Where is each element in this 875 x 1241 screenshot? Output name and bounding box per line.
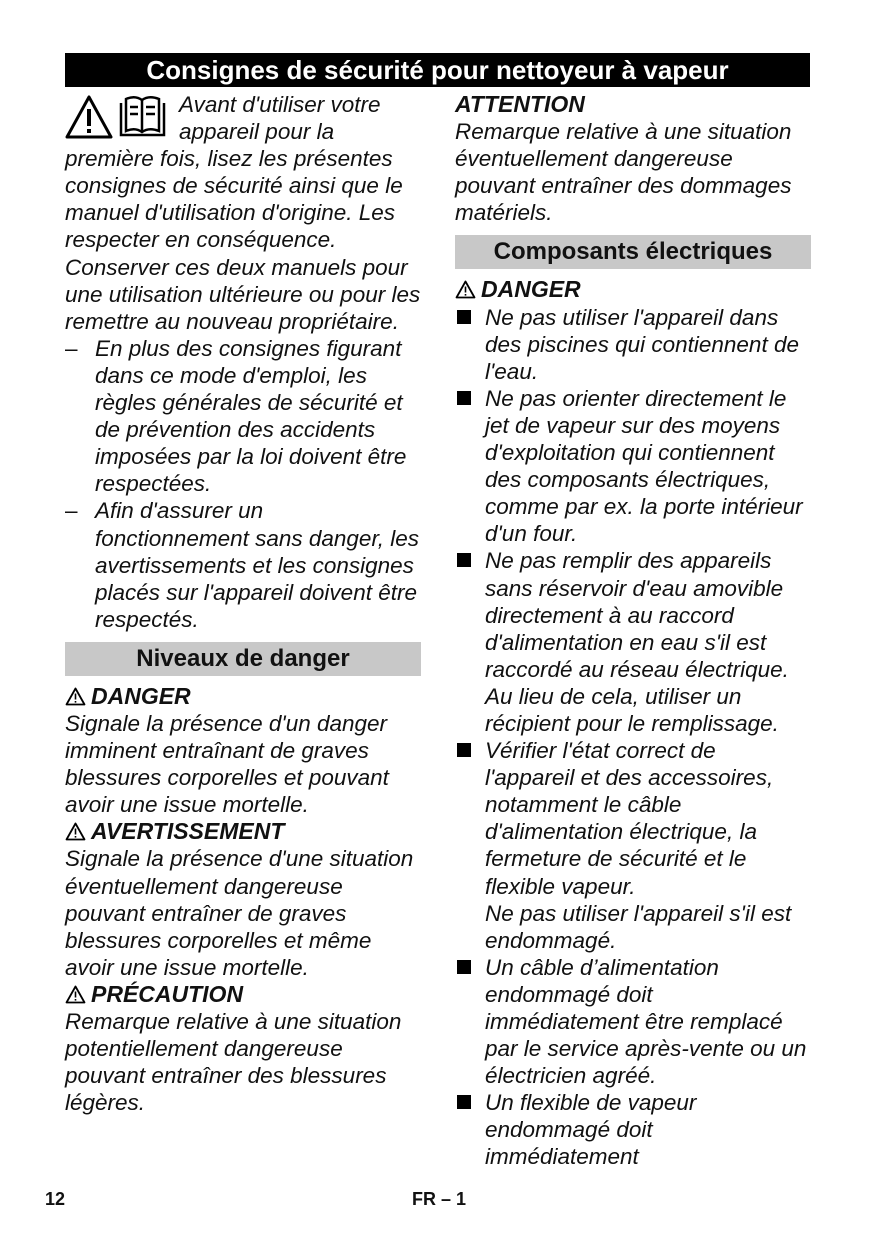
square-bullet-icon [457,310,471,324]
list-item-text: Vérifier l'état correct de l'appareil et des accessoires, notamment le câble d'alimentation électrique, la fermeture de sécurité et le flexible vapeur. [485,738,774,899]
level-title-text: DANGER [481,276,581,303]
list-item-text: Un flexible de vapeur endommagé doit immédiatement [485,1090,697,1170]
warning-triangle-icon [455,280,476,299]
list-item [455,954,811,1089]
electrical-danger-title [455,276,811,303]
level-title [65,683,421,710]
list-item [455,1089,811,1170]
square-bullet-icon [457,960,471,974]
list-item-text: En plus des consignes figurant dans ce mode d'emploi, les règles générales de sécurité et de prévention des accidents imposées par la loi doivent être respectées. [95,335,407,497]
danger-level-avertissement [65,818,421,981]
section-heading-electrical: Composants électriques [455,235,811,269]
list-item [455,547,811,737]
level-title-text: AVERTISSEMENT [91,818,285,845]
level-title [65,818,421,845]
list-item-note: Ne pas utiliser l'appareil s'il est endommagé. [485,900,792,953]
intro-block [65,91,421,335]
list-item [455,304,811,385]
warning-triangle-icon [65,822,86,841]
list-item [65,335,421,498]
level-title [65,981,421,1008]
list-item [455,737,811,954]
manual-book-icon [121,97,164,135]
section-heading-danger-levels: Niveaux de danger [65,642,421,676]
list-item-text: Un câble d’alimentation endommagé doit immédiatement être remplacé par le service après-vente ou un électricien agréé. [485,954,807,1089]
list-item-text: Ne pas remplir des appareils sans réservoir d'eau amovible directement à au raccord d'alimentation en eau s'il est raccordé au réseau électrique. Au lieu de cela, utiliser un récipient pour le remplissage. [485,548,789,736]
dash-symbol: – [65,335,78,361]
level-description: Signale la présence d'un danger imminent entraînant de graves blessures corporelles et pouvant avoir une issue mortelle. [65,710,389,818]
danger-level-precaution [65,981,421,1116]
list-item-text: Ne pas utiliser l'appareil dans des piscines qui contiennent de l'eau. [485,304,799,384]
square-bullet-icon [457,743,471,757]
list-item-text: Ne pas orienter directement le jet de vapeur sur des moyens d'exploitation qui contiennent des composants électriques, comme par ex. la porte intérieur d'un four. [485,385,803,547]
page-number: 12 [45,1189,66,1209]
level-description: Signale la présence d'une situation éventuellement dangereuse pouvant entraîner de graves blessures corporelles et même avoir une issue mortelle. [65,846,414,980]
dash-symbol: – [65,498,78,524]
page-code: FR – 1 [412,1189,467,1209]
warning-triangle-icon [65,985,86,1004]
right-column [455,91,811,1171]
intro-text: Avant d'utiliser votre appareil pour la première fois, lisez les présentes consignes de sécurité ainsi que le manuel d'utilisation d'origine. Les respecter en conséquence. Conserver ces deux manuels pour une utilisation ultérieure ou pour les remettre au nouveau propriétaire. [65,92,421,334]
list-item [65,497,421,632]
level-title: ATTENTION [455,91,585,117]
level-description: Remarque relative à une situation éventuellement dangereuse pouvant entraîner des dommages matériels. [455,119,792,226]
page-title: Consignes de sécurité pour nettoyeur à vapeur [65,53,810,87]
left-column [65,91,421,1116]
list-item-text: Afin d'assurer un fonctionnement sans danger, les avertissements et les consignes placés sur l'appareil doivent être respectés. [95,498,419,632]
level-title-text: PRÉCAUTION [91,980,244,1007]
square-bullet-icon [457,1095,471,1109]
danger-level-attention [455,91,811,226]
level-description: Remarque relative à une situation potentiellement dangereuse pouvant entraîner des blessures légères. [65,1009,402,1116]
list-item [455,385,811,548]
level-title-text: DANGER [91,682,191,709]
square-bullet-icon [457,391,471,405]
warning-triangle-icon [67,97,111,137]
square-bullet-icon [457,553,471,567]
danger-level-danger [65,683,421,818]
warning-triangle-icon [65,687,86,706]
warning-manual-icon [65,95,173,141]
